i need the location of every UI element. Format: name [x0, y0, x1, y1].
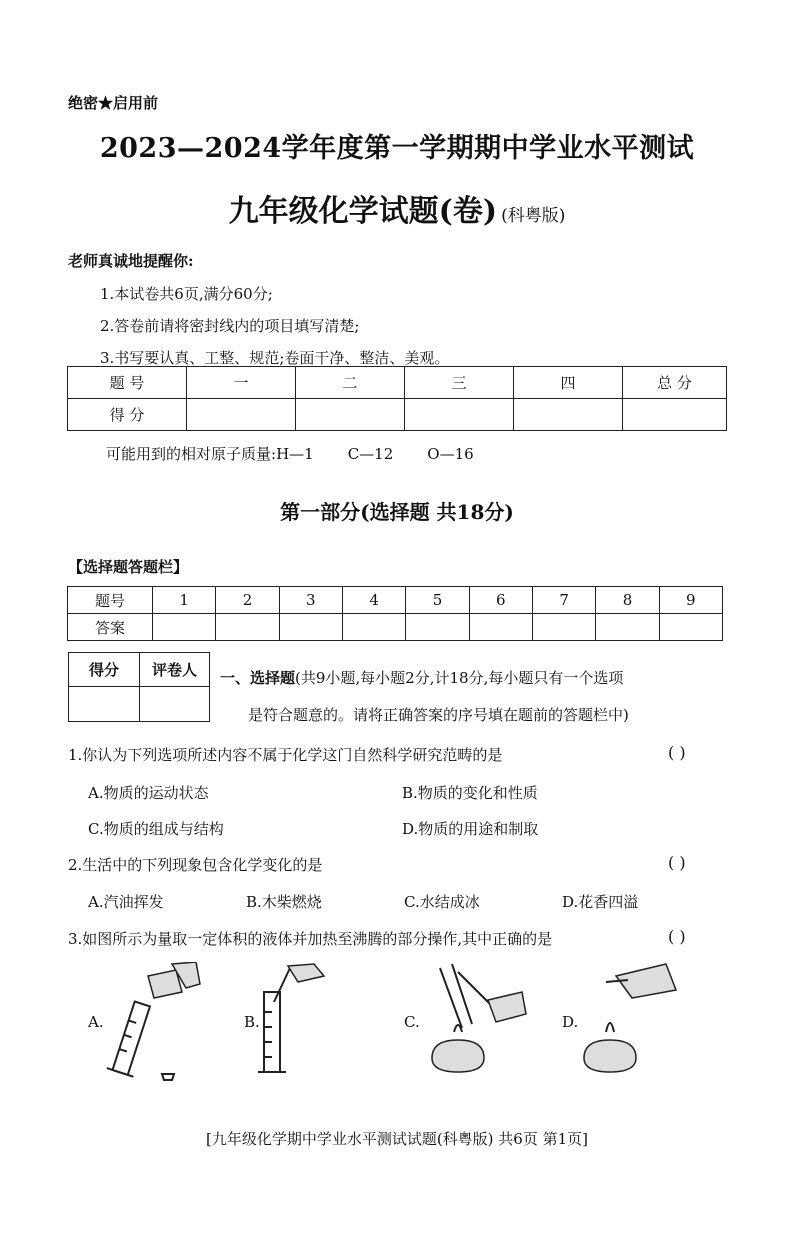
answer-input-cell[interactable] — [216, 614, 279, 641]
grader-name-label: 评卷人 — [140, 653, 210, 687]
question-stem: 3.如图所示为量取一定体积的液体并加热至沸腾的部分操作,其中正确的是 — [68, 930, 553, 948]
answer-row-label: 答案 — [68, 614, 153, 641]
answer-number: 2 — [216, 587, 279, 614]
answer-number: 7 — [532, 587, 595, 614]
answer-row-label: 题号 — [68, 587, 153, 614]
reminder-heading: 老师真诚地提醒你: — [68, 252, 194, 270]
grader-score-label: 得分 — [69, 653, 140, 687]
atomic-mass-item: H—1 — [276, 445, 314, 463]
figure-label: B. — [244, 1013, 260, 1031]
atomic-mass-item: O—16 — [427, 445, 474, 463]
grader-name-cell[interactable] — [140, 687, 210, 722]
graduated-cylinder-icon — [113, 1001, 150, 1074]
atomic-mass-item: C—12 — [347, 445, 394, 463]
flame-icon — [606, 1023, 614, 1032]
atomic-mass-line — [106, 443, 508, 464]
figure-b-dropper-cylinder — [258, 962, 338, 1087]
alcohol-lamp-icon — [432, 1040, 484, 1072]
figure-d-lighting-lamp — [576, 962, 686, 1087]
option: A.汽油挥发 — [88, 893, 164, 911]
grader-table — [68, 652, 210, 722]
hand-icon — [288, 964, 324, 982]
answer-table — [67, 586, 723, 641]
score-row-label: 得 分 — [68, 399, 187, 431]
score-header-cell: 一 — [187, 367, 296, 399]
confidential-label: 绝密★启用前 — [68, 94, 159, 112]
figure-a-pouring-cylinder — [100, 962, 210, 1087]
reminder-list — [100, 278, 449, 374]
score-header-cell: 总 分 — [623, 367, 727, 399]
answer-number: 4 — [342, 587, 405, 614]
answer-bar-title: 【选择题答题栏】 — [68, 558, 189, 576]
figure-c-heating-tube — [418, 962, 528, 1087]
answer-input-cell[interactable] — [279, 614, 342, 641]
dropper-icon — [274, 968, 290, 1002]
answer-input-cell[interactable] — [659, 614, 722, 641]
reminder-item: 1.本试卷共6页,满分60分; — [100, 285, 273, 303]
option: C.水结成冰 — [404, 893, 480, 911]
answer-input-cell[interactable] — [532, 614, 595, 641]
question-stem: 1.你认为下列选项所述内容不属于化学这门自然科学研究范畴的是 — [68, 746, 503, 764]
hand-icon — [488, 992, 526, 1022]
answer-paren[interactable]: ( ) — [668, 743, 686, 762]
score-input-cell[interactable] — [296, 399, 405, 431]
page-footer: [九年级化学期中学业水平测试试题(科粤版) 共6页 第1页] — [205, 1130, 589, 1148]
reminder-item: 2.答卷前请将密封线内的项目填写清楚; — [100, 317, 360, 335]
graduated-cylinder-icon — [264, 992, 280, 1072]
grader-score-cell[interactable] — [69, 687, 140, 722]
answer-paren[interactable]: ( ) — [668, 853, 686, 872]
section1-desc: (共9小题,每小题2分,计18分,每小题只有一个选项 — [295, 669, 624, 687]
test-tube-icon — [440, 968, 462, 1028]
score-input-cell[interactable] — [514, 399, 623, 431]
section1-heading: 一、选择题 — [220, 669, 296, 687]
answer-input-cell[interactable] — [406, 614, 469, 641]
figure-label: A. — [88, 1013, 104, 1031]
answer-input-cell[interactable] — [469, 614, 532, 641]
answer-number: 1 — [153, 587, 216, 614]
answer-number: 8 — [596, 587, 659, 614]
question-stem: 2.生活中的下列现象包含化学变化的是 — [68, 856, 323, 874]
answer-input-cell[interactable] — [342, 614, 405, 641]
option: D.花香四溢 — [562, 893, 639, 911]
figure-label: D. — [562, 1013, 579, 1031]
answer-input-cell[interactable] — [596, 614, 659, 641]
answer-number: 9 — [659, 587, 722, 614]
answer-number: 5 — [406, 587, 469, 614]
option: C.物质的组成与结构 — [88, 820, 224, 838]
score-header-cell: 题 号 — [68, 367, 187, 399]
answer-input-cell[interactable] — [153, 614, 216, 641]
option: D.物质的用途和制取 — [402, 820, 539, 838]
beaker-icon — [148, 970, 182, 998]
edition-label: (科粤版) — [501, 206, 566, 226]
figure-label: C. — [404, 1013, 420, 1031]
option: B.木柴燃烧 — [246, 893, 322, 911]
score-input-cell[interactable] — [187, 399, 296, 431]
score-table — [67, 366, 727, 431]
score-header-cell: 四 — [514, 367, 623, 399]
exam-title: 2023—2024学年度第一学期期中学业水平测试 — [99, 133, 695, 164]
score-input-cell[interactable] — [405, 399, 514, 431]
reminder-item: 3.书写要认真、工整、规范;卷面干净、整洁、美观。 — [100, 349, 450, 367]
section1-desc: 是符合题意的。请将正确答案的序号填在题前的答题栏中) — [248, 706, 629, 724]
alcohol-lamp-icon — [584, 1040, 636, 1072]
option: B.物质的变化和性质 — [402, 784, 538, 802]
exam-subtitle — [0, 186, 794, 230]
atomic-mass-label: 可能用到的相对原子质量: — [106, 445, 277, 463]
score-header-cell: 三 — [405, 367, 514, 399]
section1-instructions — [220, 660, 730, 734]
score-header-cell: 二 — [296, 367, 405, 399]
answer-number: 6 — [469, 587, 532, 614]
score-input-cell[interactable] — [623, 399, 727, 431]
subject-title: 九年级化学试题(卷) — [228, 194, 498, 229]
eye-icon — [162, 1074, 174, 1080]
part1-title: 第一部分(选择题 共18分) — [280, 500, 514, 524]
answer-number: 3 — [279, 587, 342, 614]
answer-paren[interactable]: ( ) — [668, 927, 686, 946]
option: A.物质的运动状态 — [88, 784, 209, 802]
